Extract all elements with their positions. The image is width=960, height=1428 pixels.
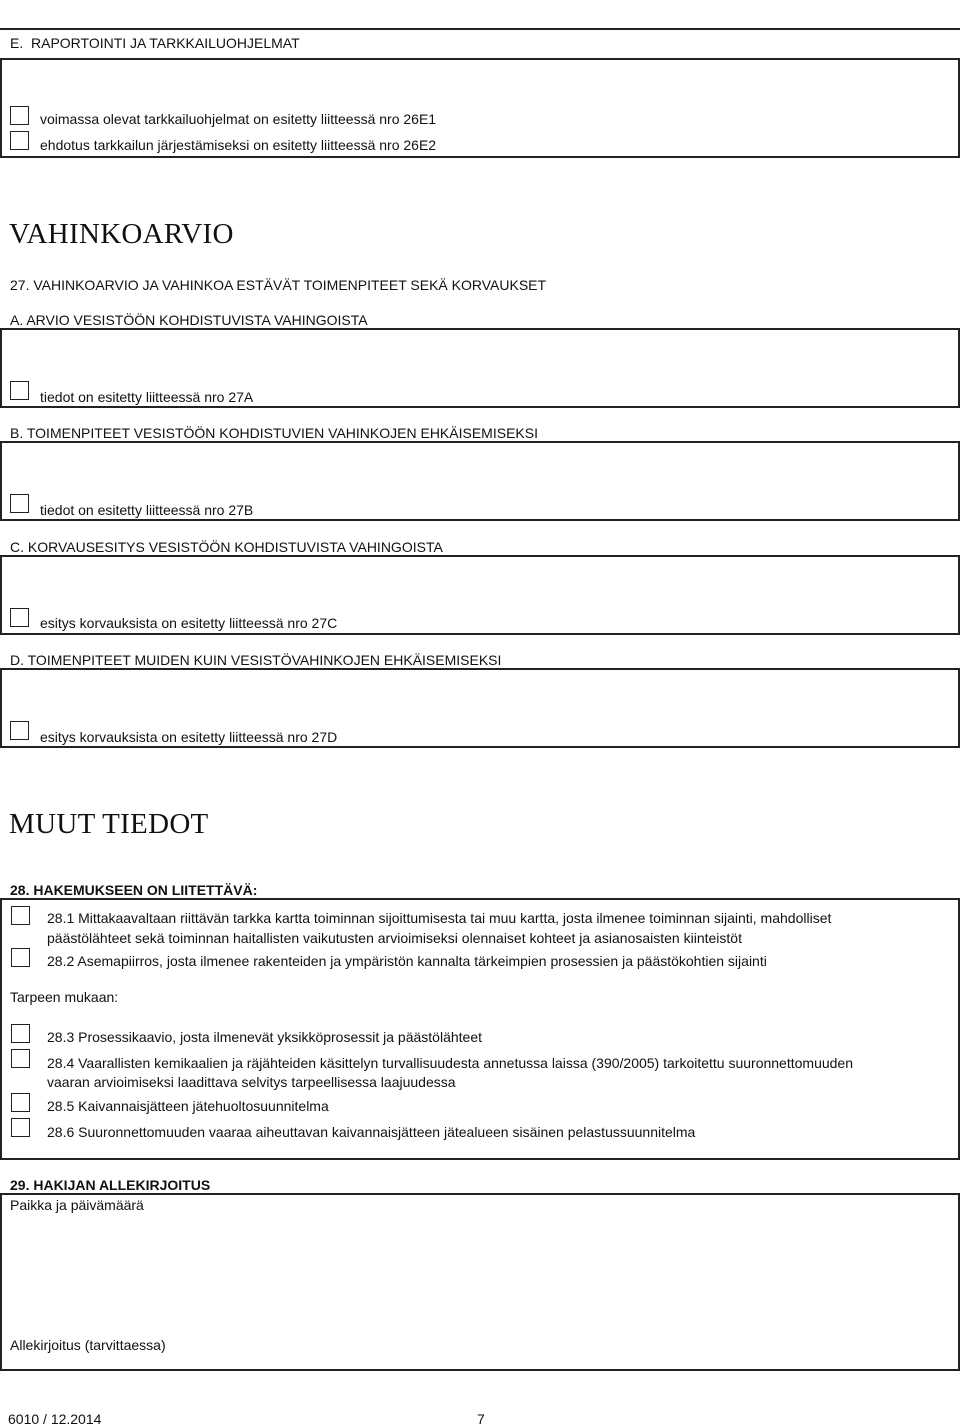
place-date-label: Paikka ja päivämäärä	[10, 1197, 144, 1213]
item-27c: esitys korvauksista on esitetty liitteessä nro 27C	[40, 615, 338, 631]
section-c-title: C. KORVAUSESITYS VESISTÖÖN KOHDISTUVISTA VAHINGOISTA	[10, 539, 443, 555]
checkbox-28-3[interactable]	[11, 1024, 30, 1043]
checkbox-26e1[interactable]	[10, 106, 29, 125]
muut-tiedot-heading: MUUT TIEDOT	[9, 808, 209, 840]
item-28-3: 28.3 Prosessikaavio, josta ilmenevät yksikköprosessit ja päästölähteet	[47, 1029, 482, 1045]
section-a-title: A. ARVIO VESISTÖÖN KOHDISTUVISTA VAHINGOISTA	[10, 312, 368, 328]
checkbox-28-5[interactable]	[11, 1093, 30, 1112]
item-26e1: voimassa olevat tarkkailuohjelmat on esitetty liitteessä nro 26E1	[40, 111, 437, 127]
item-28-5: 28.5 Kaivannaisjätteen jätehuoltosuunnitelma	[47, 1098, 329, 1114]
vahinkoarvio-heading: VAHINKOARVIO	[9, 218, 234, 250]
checkbox-28-4[interactable]	[11, 1049, 30, 1068]
section-e-title: E. RAPORTOINTI JA TARKKAILUOHJELMAT	[10, 35, 300, 51]
checkbox-28-6[interactable]	[11, 1118, 30, 1137]
section-b-title: B. TOIMENPITEET VESISTÖÖN KOHDISTUVIEN VAHINKOJEN EHKÄISEMISEKSI	[10, 425, 538, 441]
item-26e2: ehdotus tarkkailun järjestämiseksi on esitetty liitteessä nro 26E2	[40, 137, 437, 153]
section-d-title: D. TOIMENPITEET MUIDEN KUIN VESISTÖVAHINKOJEN EHKÄISEMISEKSI	[10, 652, 502, 668]
checkbox-27b[interactable]	[10, 494, 29, 513]
form-code: 6010 / 12.2014	[8, 1411, 102, 1427]
top-rule	[0, 28, 960, 30]
tarpeen-mukaan-label: Tarpeen mukaan:	[10, 989, 119, 1005]
item-28-6: 28.6 Suuronnettomuuden vaaraa aiheuttavan kaivannaisjätteen jätealueen sisäinen pelastussuunnitelma	[47, 1124, 696, 1140]
item-27b: tiedot on esitetty liitteessä nro 27B	[40, 502, 254, 518]
checkbox-27a[interactable]	[10, 381, 29, 400]
checkbox-28-2[interactable]	[11, 948, 30, 967]
checkbox-27d[interactable]	[10, 721, 29, 740]
q28-title: 28. HAKEMUKSEEN ON LIITETTÄVÄ:	[10, 882, 258, 898]
item-28-4-line2: vaaran arvioimiseksi laadittava selvitys tarpeellisessa laajuudessa	[47, 1074, 456, 1090]
checkbox-26e2[interactable]	[10, 131, 29, 150]
item-27a: tiedot on esitetty liitteessä nro 27A	[40, 389, 254, 405]
item-28-2: 28.2 Asemapiirros, josta ilmenee rakenteiden ja ympäristön kannalta tärkeimpien prosessien ja päästökohtien sijainti	[47, 953, 767, 969]
signature-label: Allekirjoitus (tarvittaessa)	[10, 1337, 166, 1353]
item-27d: esitys korvauksista on esitetty liitteessä nro 27D	[40, 729, 338, 745]
item-28-4-line1: 28.4 Vaarallisten kemikaalien ja räjähteiden käsittelyn turvallisuudesta annetussa laissa (390/2005) tarkoitettu suuronnettomuuden	[47, 1055, 854, 1071]
page-number: 7	[477, 1411, 485, 1427]
checkbox-27c[interactable]	[10, 608, 29, 627]
q27-title: 27. VAHINKOARVIO JA VAHINKOA ESTÄVÄT TOIMENPITEET SEKÄ KORVAUKSET	[10, 277, 547, 293]
item-28-1-line2: päästölähteet sekä toiminnan haitallisten vaikutusten arvioimiseksi olennaiset kohteet ja asianosaisten kiinteistöt	[47, 930, 742, 946]
checkbox-28-1[interactable]	[11, 906, 30, 925]
q29-title: 29. HAKIJAN ALLEKIRJOITUS	[10, 1177, 211, 1193]
item-28-1-line1: 28.1 Mittakaavaltaan riittävän tarkka kartta toiminnan sijoittumisesta tai muu kartta, josta ilmenee toiminnan sijainti, mahdolliset	[47, 910, 832, 926]
